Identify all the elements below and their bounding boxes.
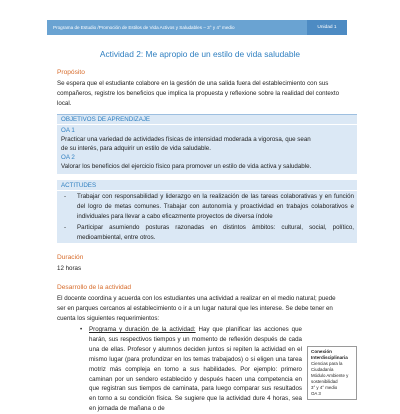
oa2-text	[61, 162, 353, 171]
desarrollo-line: El docente coordina y acuerda con los estudiantes una actividad a realizar en el medio natural; puede	[57, 295, 336, 302]
activity-title: Actividad 2: Me apropio de un estilo de vida saludable	[99, 49, 301, 59]
oa1-line: Practicar una variedad de actividades físicas de intensidad moderada a vigorosa, que sean	[61, 136, 311, 143]
oa1-label: OA 1	[61, 127, 75, 134]
actitud-text: Participar asumiendo posturas razonadas en distintos ámbitos: cultural, social, político, medioambiental, entre otros.	[77, 223, 354, 241]
proposito-line: compañeros, registre los beneficios que implica la propuesta y reflexione sobre la realidad del contexto	[57, 90, 340, 97]
bullet-dot: •	[80, 326, 83, 333]
dash-bullet: -	[64, 193, 67, 200]
unit-badge	[307, 20, 347, 35]
requerimiento-text: Hay que planificar las acciones que harán, sus respectivos tiempos y un momento de reflexión después de cada una de ellas. Profesor y alumnos deciden juntos si repiten la actividad en el mismo lugar (para profundizar en los temas trabajados) o si eligen una tarea motriz más compleja en torno a sus habilidades. Por ejemplo: primero caminan por un sendero establecido y después hacen una competencia en que registran sus tiempos de caminata, para luego comparar sus resultados en torno a su condición física. Se sugiere que la actividad dure 4 horas, sea en jornada de mañana o de	[89, 326, 302, 413]
objetivos-heading: OBJETIVOS DE APRENDIZAJE	[61, 116, 151, 123]
actitudes-divider	[57, 190, 357, 191]
connection-line: Módulo Ambiente y	[311, 373, 349, 378]
connection-title: Conexión Interdisciplinaria	[311, 349, 348, 360]
actitudes-list	[64, 192, 354, 243]
requerimiento-item	[80, 325, 302, 414]
objetivos-divider	[57, 124, 357, 125]
interdisciplinary-connection-box	[307, 346, 357, 400]
requerimiento-title: Programa y duración de la actividad:	[89, 326, 196, 333]
program-title: Programa de Estudio /Promoción de Estilos de Vida Activos y Saludables – 3° y 4° medio	[53, 25, 235, 30]
connection-line: 3° y 4° medio	[311, 385, 338, 390]
connection-line: OA 3	[311, 391, 321, 396]
desarrollo-line: cuenta los siguientes requerimientos:	[57, 315, 160, 322]
requerimientos-list	[80, 325, 302, 414]
dash-bullet: -	[64, 223, 67, 231]
duracion-value: 12 horas	[57, 265, 82, 272]
desarrollo-intro	[57, 294, 357, 324]
desarrollo-line: ser en parques cercanos al establecimiento o ir a un lugar natural que les interese. Se debe tener en	[57, 305, 333, 312]
actitud-text: Trabajar con responsabilidad y liderazgo en la realización de las tareas colaborativas y en función del logro de metas comunes. Trabajar con autonomía y proactividad en trabajos colaborativos e individuales para llevar a cabo eficazmente proyectos de diversa índole	[77, 193, 354, 221]
proposito-text	[57, 79, 357, 109]
desarrollo-heading: Desarrollo de la actividad	[57, 284, 132, 291]
oa2-label: OA 2	[61, 154, 75, 161]
actitud-item	[64, 192, 354, 223]
proposito-line: Se espera que el estudiante colabore en la gestión de una salida fuera del establecimiento con sus	[57, 80, 329, 87]
duracion-heading: Duración	[57, 254, 84, 261]
connection-line: Ciencias para la Ciudadanía	[311, 361, 343, 372]
proposito-heading: Propósito	[57, 69, 85, 76]
actitud-item	[64, 223, 354, 243]
connection-line: sostenibilidad	[311, 379, 338, 384]
proposito-line: local.	[57, 100, 72, 107]
unit-label: Unidad 1	[317, 25, 337, 30]
oa2-line: Valorar los beneficios del ejercicio físico para promover un estilo de vida activa y saludable.	[61, 163, 312, 170]
actitudes-heading: ACTITUDES	[61, 182, 97, 189]
oa1-line: de su interés, para adquirir un estilo de vida saludable.	[61, 145, 211, 152]
oa1-text	[61, 135, 353, 153]
